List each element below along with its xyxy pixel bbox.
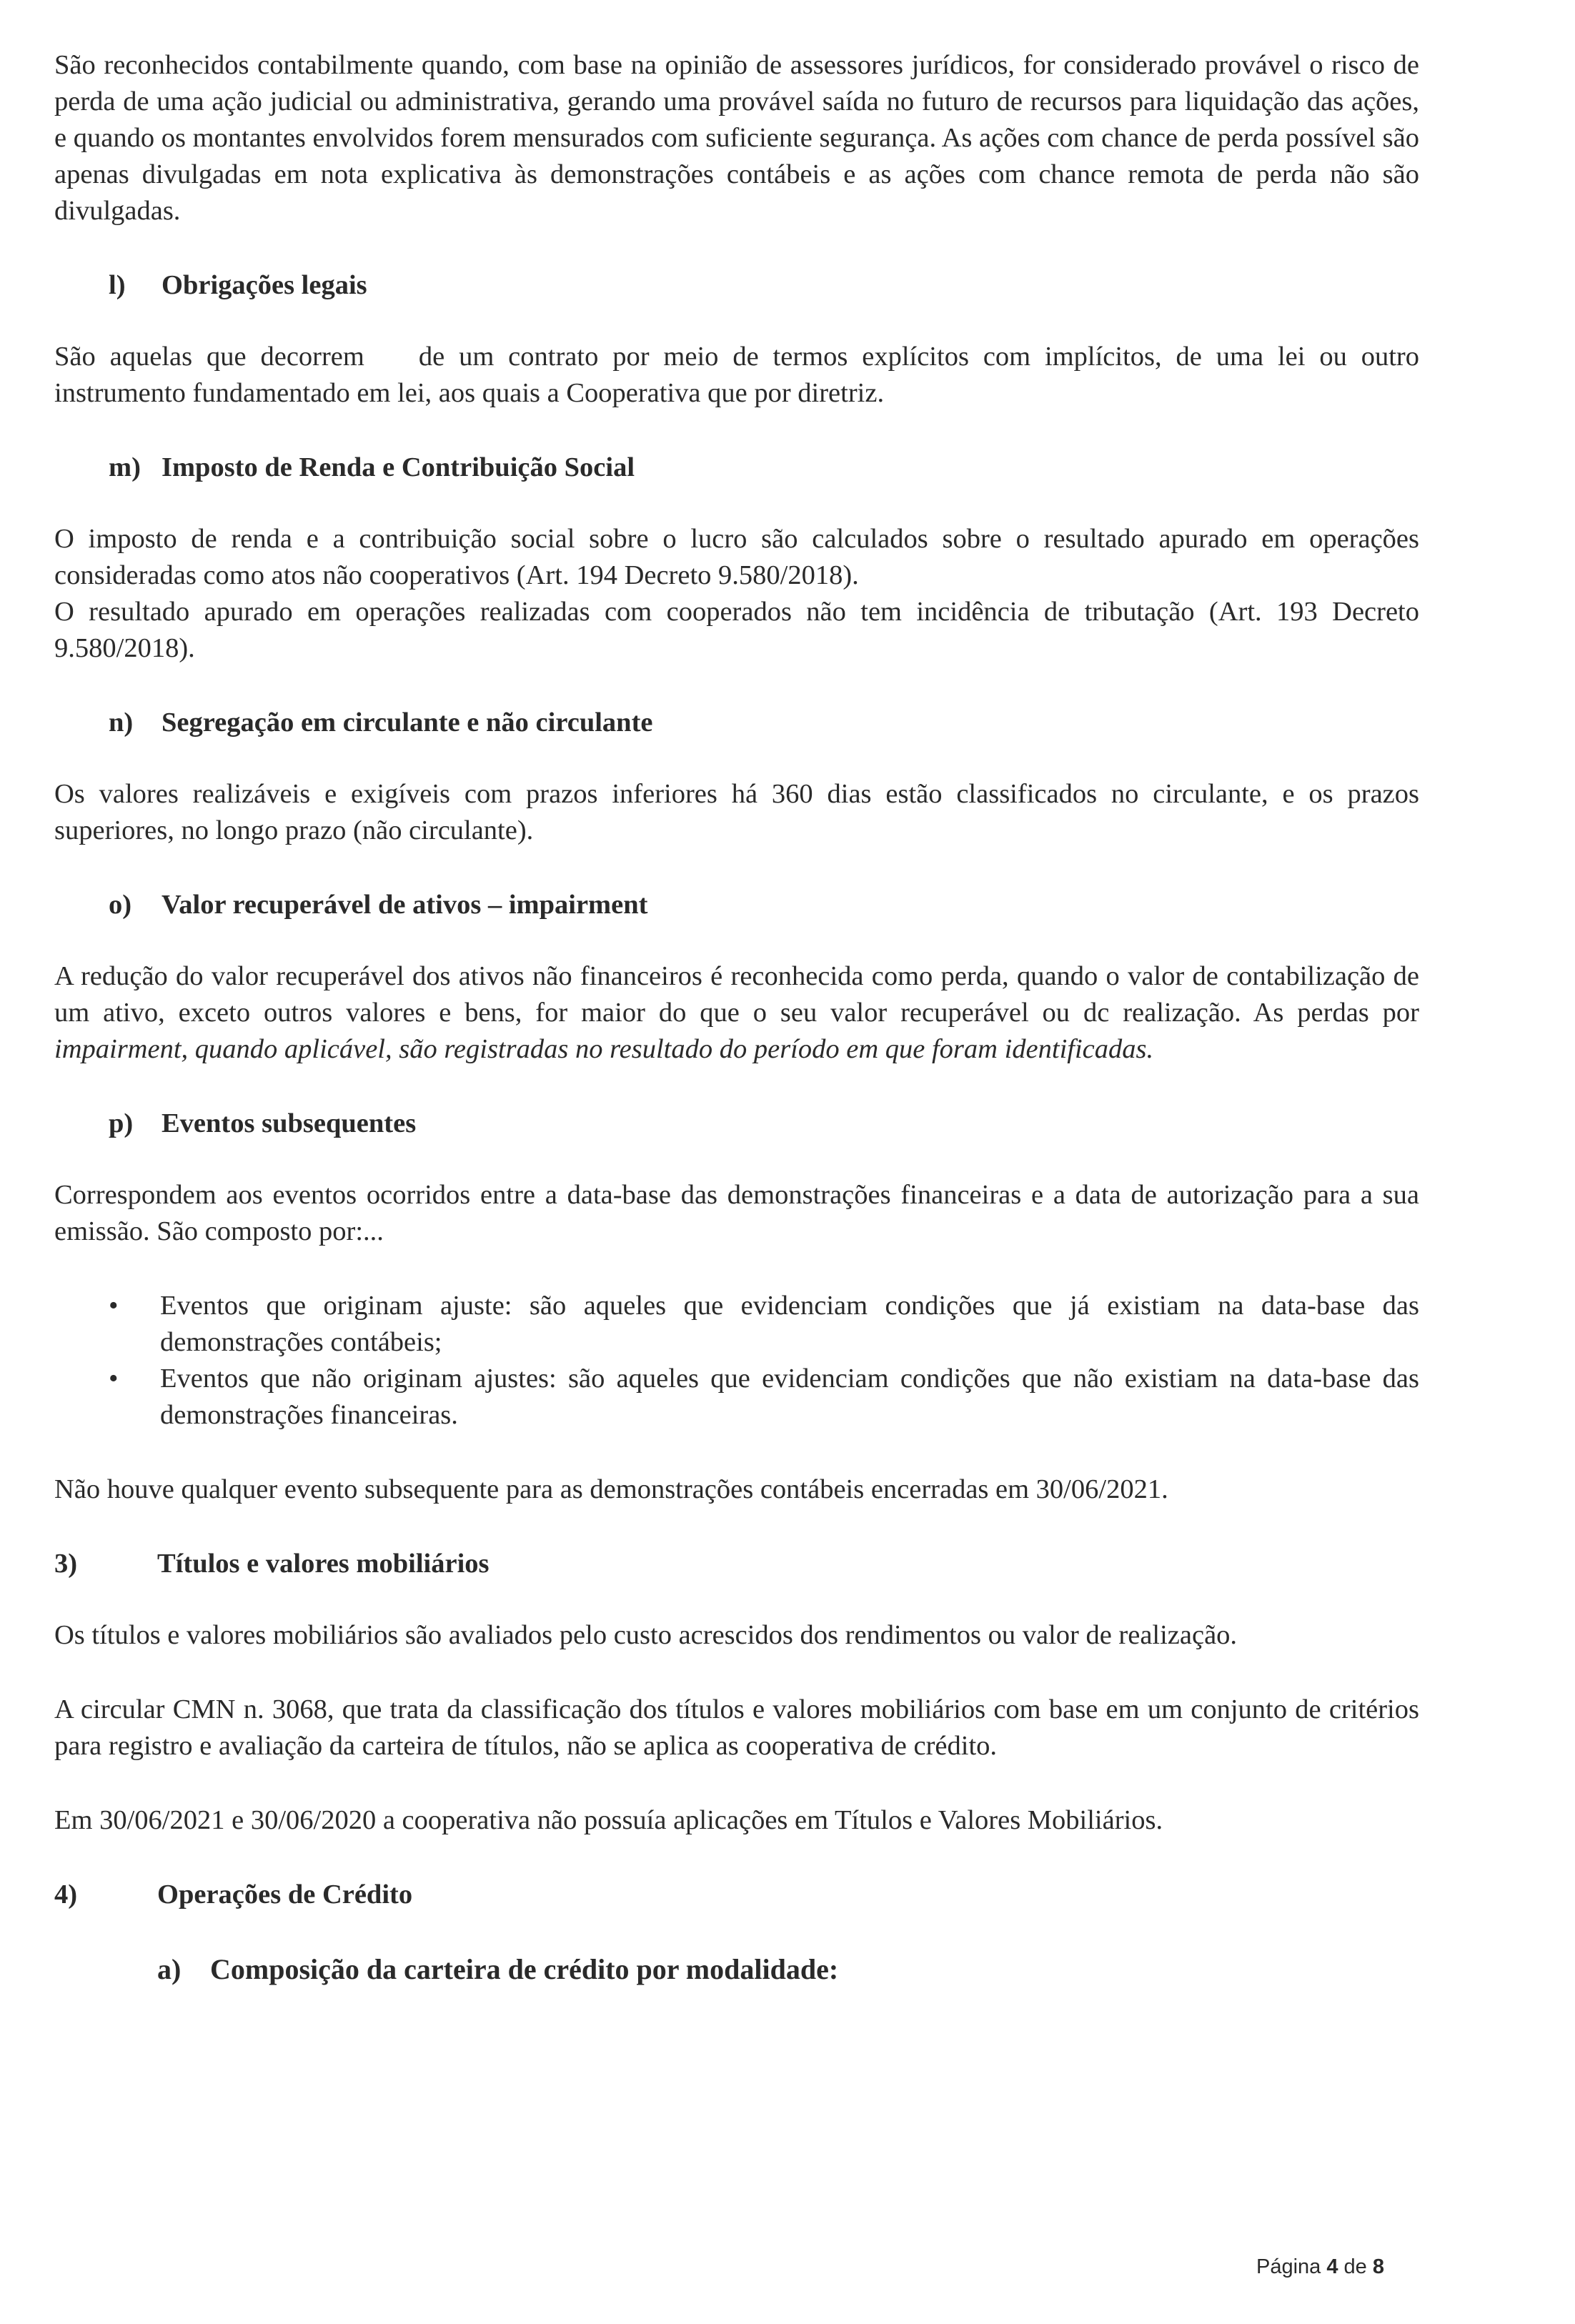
list-item	[54, 1361, 1419, 1434]
heading-title: Obrigações legais	[162, 270, 367, 300]
titulos-text-3: Em 30/06/2021 e 30/06/2020 a cooperativa não possuía aplicações em Títulos e Valores Mobiliários.	[54, 1805, 1163, 1835]
heading-valor-recuperavel	[54, 887, 1419, 923]
heading-eventos-subsequentes	[54, 1106, 1419, 1142]
heading-title: Composição da carteira de crédito por modalidade:	[210, 1953, 839, 1985]
intro-paragraph: São reconhecidos contabilmente quando, com base na opinião de assessores jurídicos, for considerado provável o risco de perda de uma ação judicial ou administrativa, gerando uma provável saída no futuro de recursos para liquidação das ações, e quando os montantes envolvidos forem mensurados com suficiente segurança. As ações com chance de perda possível são apenas divulgadas em nota explicativa às demonstrações contábeis e as ações com chance remota de perda não são divulgadas.	[54, 50, 1419, 226]
heading-title: Imposto de Renda e Contribuição Social	[162, 452, 635, 482]
heading-letter: l)	[109, 270, 126, 300]
imposto-renda-text-2: O resultado apurado em operações realizadas com cooperados não tem incidência de tributação (Art. 193 Decreto 9.580/2018).	[54, 597, 1419, 663]
valor-recuperavel-text	[54, 958, 1419, 1068]
list-item	[54, 1288, 1419, 1361]
obrigacoes-legais-text	[54, 339, 1419, 412]
page-number	[1256, 2254, 1384, 2280]
bullet-icon: •	[109, 1291, 119, 1321]
bullet-icon: •	[109, 1364, 119, 1394]
heading-title: Segregação em circulante e não circulante	[162, 707, 653, 738]
text-part-italic: impairment, quando aplicável, são registradas no resultado do período em que foram identificadas.	[54, 1034, 1154, 1064]
eventos-list	[54, 1288, 1419, 1434]
heading-imposto-renda	[54, 450, 1419, 486]
titulos-text-1: Os títulos e valores mobiliários são avaliados pelo custo acrescidos dos rendimentos ou valor de realização.	[54, 1620, 1238, 1650]
heading-letter: a)	[157, 1953, 182, 1985]
heading-number: 3)	[54, 1549, 78, 1579]
heading-title: Operações de Crédito	[157, 1879, 413, 1910]
eventos-closing-text: Não houve qualquer evento subsequente para as demonstrações contábeis encerradas em 30/06/2021.	[54, 1474, 1168, 1504]
heading-titulos-valores	[54, 1546, 1419, 1582]
heading-title: Eventos subsequentes	[162, 1108, 417, 1138]
list-item-text: Eventos que não originam ajustes: são aqueles que evidenciam condições que não existiam na data-base das demonstrações financeiras.	[160, 1364, 1419, 1430]
segregacao-text: Os valores realizáveis e exigíveis com prazos inferiores há 360 dias estão classificados no circulante, e os prazos superiores, no longo prazo (não circulante).	[54, 779, 1419, 845]
text-part: São aquelas que decorrem	[54, 342, 364, 372]
heading-composicao-carteira	[54, 1951, 1419, 1987]
eventos-subsequentes-text: Correspondem aos eventos ocorridos entre a data-base das demonstrações financeiras e a data de autorização para a sua emissão. São composto por:...	[54, 1180, 1419, 1246]
list-item-text: Eventos que originam ajuste: são aqueles que evidenciam condições que já existiam na data-base das demonstrações contábeis;	[160, 1291, 1419, 1357]
text-part: A redução do valor recuperável dos ativos não financeiros é reconhecida como perda, quando o valor de contabilização de um ativo, exceto outros valores e bens, for maior do que o seu valor recuperável ou dc realização. As perdas por	[54, 961, 1419, 1028]
heading-letter: n)	[109, 707, 134, 738]
heading-letter: o)	[109, 890, 132, 920]
heading-operacoes-credito	[54, 1877, 1419, 1913]
document-page	[54, 47, 1419, 1987]
page-current: 4	[1326, 2255, 1338, 2278]
text-part: de um contrato por meio de termos explícitos com implícitos, de uma lei ou outro instrumento fundamentado em lei, aos quais a Cooperativa que por diretriz.	[54, 342, 1420, 408]
titulos-text-2: A circular CMN n. 3068, que trata da classificação dos títulos e valores mobiliários com base em um conjunto de critérios para registro e avaliação da carteira de títulos, não se aplica as cooperativa de crédito.	[54, 1694, 1419, 1761]
heading-letter: m)	[109, 452, 141, 482]
heading-letter: p)	[109, 1108, 134, 1138]
page-prefix: Página	[1256, 2255, 1327, 2278]
heading-title: Valor recuperável de ativos – impairment	[162, 890, 648, 920]
heading-obrigacoes-legais	[54, 267, 1419, 304]
page-total: 8	[1372, 2255, 1385, 2278]
heading-title: Títulos e valores mobiliários	[157, 1549, 490, 1579]
heading-segregacao	[54, 705, 1419, 741]
page-middle: de	[1338, 2255, 1373, 2278]
imposto-renda-text-1: O imposto de renda e a contribuição social sobre o lucro são calculados sobre o resultado apurado em operações consideradas como atos não cooperativos (Art. 194 Decreto 9.580/2018).	[54, 524, 1419, 590]
heading-number: 4)	[54, 1879, 78, 1910]
